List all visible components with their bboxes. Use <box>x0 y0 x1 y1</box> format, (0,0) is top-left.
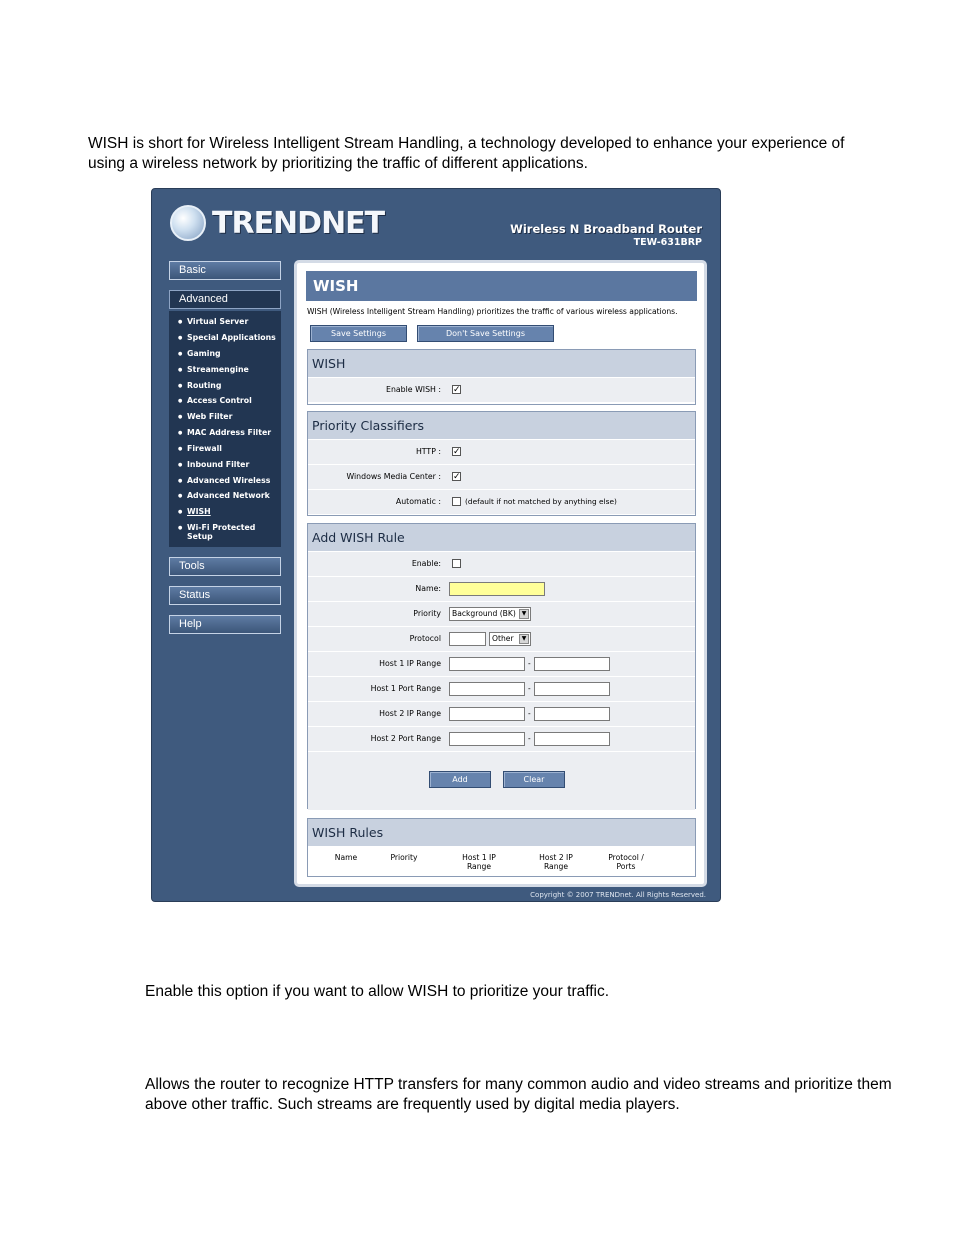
automatic-checkbox[interactable] <box>452 497 461 506</box>
host2-ip-start-input[interactable] <box>449 707 525 721</box>
submenu-inbound-filter[interactable]: ● Inbound Filter <box>179 460 249 469</box>
protocol-number-input[interactable] <box>449 632 486 646</box>
submenu-access-control[interactable]: ● Access Control <box>179 396 252 405</box>
router-admin-screenshot <box>151 188 721 902</box>
range-separator: - <box>528 684 531 693</box>
rule-name-label: Name: <box>415 584 441 593</box>
automatic-note: (default if not matched by anything else) <box>465 497 617 506</box>
rule-enable-checkbox[interactable] <box>452 559 461 568</box>
submenu-wifi-protected-setup[interactable]: ● Wi-Fi Protected Setup <box>179 523 255 541</box>
host2-ip-row <box>308 701 695 726</box>
column-header-host2-ip-range: Host 2 IP Range <box>539 853 573 871</box>
submenu-virtual-server[interactable]: ● Virtual Server <box>179 317 248 326</box>
host1-ip-label: Host 1 IP Range <box>379 659 441 668</box>
range-separator: - <box>528 734 531 743</box>
advanced-submenu <box>169 311 281 547</box>
range-separator: - <box>528 659 531 668</box>
http-description-paragraph: Allows the router to recognize HTTP transfers for many common audio and video streams and prioritize them above other traffic. Such streams are frequently used by digital media players. <box>145 1076 892 1113</box>
host1-ip-end-input[interactable] <box>534 657 610 671</box>
rule-priority-label: Priority <box>413 609 441 618</box>
enable-description-paragraph: Enable this option if you want to allow WISH to prioritize your traffic. <box>145 983 610 1000</box>
submenu-streamengine[interactable]: ● Streamengine <box>179 365 249 374</box>
chevron-down-icon: ▼ <box>519 634 529 644</box>
priority-select[interactable]: Background (BK) ▼ <box>449 607 531 621</box>
host1-ip-row <box>308 651 695 676</box>
add-rule-heading: Add WISH Rule <box>308 524 695 551</box>
page-title: WISH <box>306 271 697 301</box>
wmc-row <box>308 464 695 489</box>
automatic-label: Automatic : <box>395 497 441 506</box>
http-row <box>308 439 695 464</box>
nav-tools[interactable]: Tools <box>169 557 281 576</box>
submenu-mac-address-filter[interactable]: ● MAC Address Filter <box>179 428 271 437</box>
range-separator: - <box>528 709 531 718</box>
host2-port-start-input[interactable] <box>449 732 525 746</box>
submenu-special-applications[interactable]: ● Special Applications <box>179 333 276 342</box>
http-label: HTTP : <box>415 447 441 456</box>
submenu-advanced-wireless[interactable]: ● Advanced Wireless <box>179 476 270 485</box>
page-description: WISH (Wireless Intelligent Stream Handling) prioritizes the traffic of various wireless applications. <box>307 307 678 316</box>
nav-help[interactable]: Help <box>169 615 281 634</box>
rule-protocol-label: Protocol <box>409 634 441 643</box>
wish-rules-heading: WISH Rules <box>308 819 695 846</box>
host2-ip-label: Host 2 IP Range <box>379 709 441 718</box>
host2-ip-end-input[interactable] <box>534 707 610 721</box>
host2-port-label: Host 2 Port Range <box>370 734 441 743</box>
nav-advanced[interactable]: Advanced <box>169 290 281 309</box>
http-checkbox[interactable]: ✓ <box>453 446 461 456</box>
clear-rule-button[interactable]: Clear <box>503 771 565 788</box>
rule-priority-row <box>308 601 695 626</box>
rule-name-row <box>308 576 695 601</box>
submenu-gaming[interactable]: ● Gaming <box>179 349 221 358</box>
host1-port-end-input[interactable] <box>534 682 610 696</box>
nav-status[interactable]: Status <box>169 586 281 605</box>
wish-rules-section <box>307 818 696 877</box>
host1-port-label: Host 1 Port Range <box>370 684 441 693</box>
product-name: Wireless N Broadband Router <box>510 222 702 236</box>
router-header <box>152 189 720 251</box>
wmc-checkbox[interactable]: ✓ <box>453 471 461 481</box>
submenu-advanced-network[interactable]: ● Advanced Network <box>179 491 270 500</box>
copyright-footer: Copyright © 2007 TRENDnet. All Rights Reserved. <box>530 891 706 899</box>
host1-ip-start-input[interactable] <box>449 657 525 671</box>
enable-wish-label: Enable WISH : <box>386 385 441 394</box>
priority-section-heading: Priority Classifiers <box>308 412 695 439</box>
submenu-firewall[interactable]: ● Firewall <box>179 444 222 453</box>
enable-wish-checkbox[interactable]: ✓ <box>453 384 461 394</box>
globe-logo-icon <box>170 205 206 241</box>
intro-paragraph: WISH is short for Wireless Intelligent Stream Handling, a technology developed to enhance your experience of using a wireless network by prioritizing the traffic of different applications. <box>88 135 845 172</box>
host1-port-start-input[interactable] <box>449 682 525 696</box>
rule-enable-label: Enable: <box>411 559 441 568</box>
submenu-wish[interactable]: ● WISH <box>179 507 211 516</box>
nav-basic[interactable]: Basic <box>169 261 281 280</box>
host2-port-end-input[interactable] <box>534 732 610 746</box>
rule-button-area <box>308 751 695 810</box>
trendnet-logo <box>170 205 384 241</box>
column-header-priority: Priority <box>390 853 418 862</box>
logo-text: TRENDNET <box>212 205 385 241</box>
product-model: TEW-631BRP <box>633 237 702 248</box>
wish-section-heading: WISH <box>308 350 695 377</box>
content-panel <box>294 260 707 887</box>
chevron-down-icon: ▼ <box>519 609 529 619</box>
column-header-host1-ip-range: Host 1 IP Range <box>462 853 496 871</box>
add-rule-button[interactable]: Add <box>429 771 491 788</box>
host1-port-row <box>308 676 695 701</box>
submenu-web-filter[interactable]: ● Web Filter <box>179 412 232 421</box>
protocol-select[interactable]: Other ▼ <box>489 632 531 646</box>
rule-protocol-row <box>308 626 695 651</box>
rule-enable-row <box>308 551 695 576</box>
priority-classifiers-section <box>307 411 696 516</box>
host2-port-row <box>308 726 695 751</box>
save-settings-button[interactable]: Save Settings <box>310 325 407 342</box>
add-wish-rule-section <box>307 523 696 809</box>
wmc-label: Windows Media Center : <box>346 472 441 481</box>
rule-name-input[interactable] <box>449 582 545 596</box>
wish-section <box>307 349 696 405</box>
automatic-row <box>308 489 695 514</box>
dont-save-settings-button[interactable]: Don't Save Settings <box>417 325 554 342</box>
enable-wish-row <box>308 377 695 402</box>
column-header-name: Name <box>334 853 358 862</box>
submenu-routing[interactable]: ● Routing <box>179 381 221 390</box>
column-header-protocol-ports: Protocol / Ports <box>608 853 644 871</box>
